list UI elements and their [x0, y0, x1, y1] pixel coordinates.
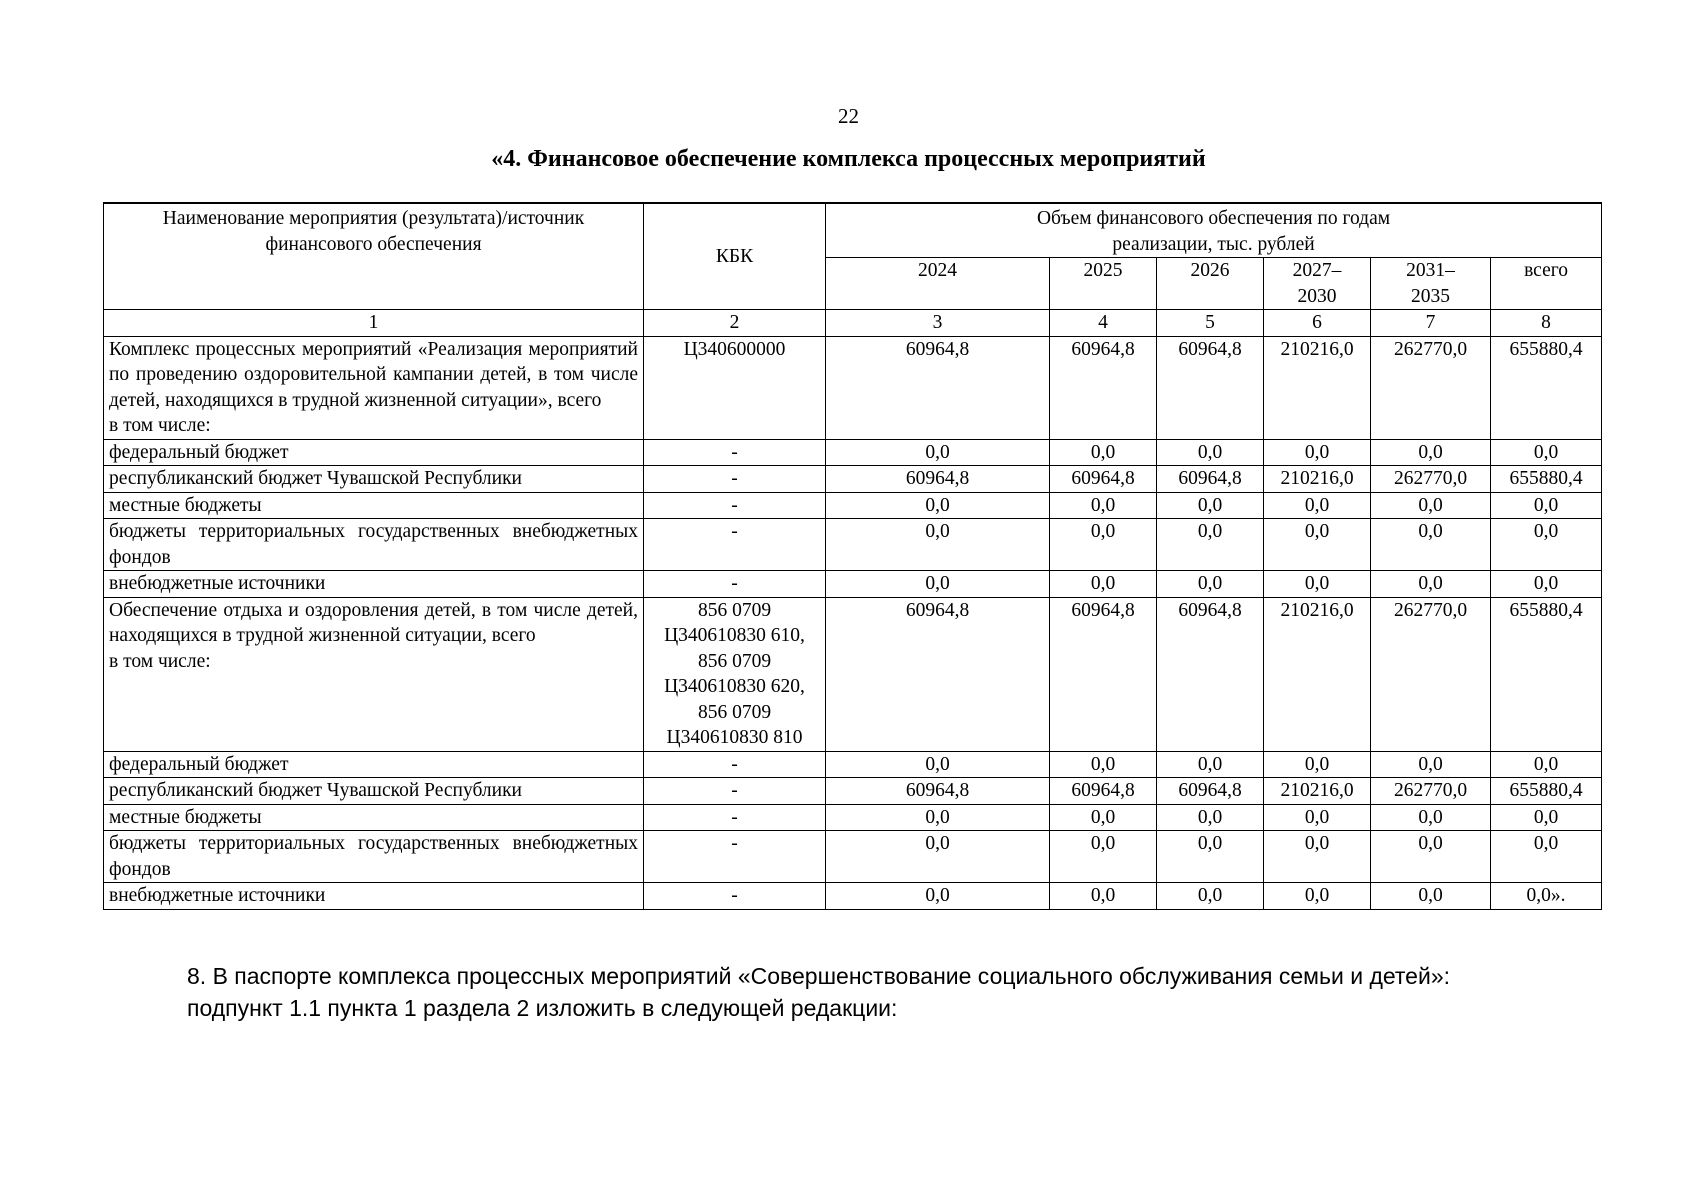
row-name-cell: федеральный бюджет — [104, 751, 644, 778]
row-value-cell: 60964,8 — [826, 466, 1050, 493]
row-value-cell: 60964,8 — [1157, 466, 1264, 493]
table-row — [104, 439, 1602, 466]
row-name-cell: Обеспечение отдыха и оздоровления детей, в том числе детей, находящихся в трудной жизненной ситуации, всего в том числе: — [104, 597, 644, 751]
paragraph: подпункт 1.1 пункта 1 раздела 2 изложить в следующей редакции: — [187, 995, 898, 1021]
row-value-cell: 0,0 — [1371, 519, 1491, 571]
row-value-cell: 0,0 — [1371, 751, 1491, 778]
row-name-cell: федеральный бюджет — [104, 439, 644, 466]
row-name-cell: местные бюджеты — [104, 492, 644, 519]
row-value-cell: 0,0 — [1264, 831, 1371, 883]
row-value-cell: 262770,0 — [1371, 778, 1491, 805]
row-kbk-cell: - — [644, 519, 826, 571]
header-total: всего — [1491, 258, 1602, 310]
page-number: 22 — [838, 104, 859, 128]
row-value-cell: 60964,8 — [826, 336, 1050, 439]
row-value-cell: 0,0 — [826, 519, 1050, 571]
row-kbk-cell: 856 0709 Ц340610830 610, 856 0709 Ц340610830 620, 856 0709 Ц340610830 810 — [644, 597, 826, 751]
row-value-cell: 0,0 — [826, 571, 1050, 598]
row-value-cell: 60964,8 — [1157, 597, 1264, 751]
row-kbk-cell: - — [644, 751, 826, 778]
table-row — [104, 751, 1602, 778]
row-value-cell: 210216,0 — [1264, 336, 1371, 439]
row-value-cell: 0,0 — [1371, 439, 1491, 466]
row-value-cell: 0,0 — [1050, 751, 1157, 778]
row-value-cell: 210216,0 — [1264, 778, 1371, 805]
row-value-cell: 0,0». — [1491, 883, 1602, 910]
header-kbk: КБК — [644, 203, 826, 310]
row-value-cell: 655880,4 — [1491, 466, 1602, 493]
table-row — [104, 466, 1602, 493]
row-name-cell: бюджеты территориальных государственных внебюджетных фондов — [104, 831, 644, 883]
row-value-cell: 0,0 — [826, 439, 1050, 466]
row-value-cell: 655880,4 — [1491, 597, 1602, 751]
row-value-cell: 0,0 — [1050, 831, 1157, 883]
row-name-cell: республиканский бюджет Чувашской Республики — [104, 778, 644, 805]
row-value-cell: 0,0 — [1371, 831, 1491, 883]
table-row — [104, 597, 1602, 751]
table-row — [104, 571, 1602, 598]
row-value-cell: 655880,4 — [1491, 778, 1602, 805]
row-value-cell: 0,0 — [1371, 571, 1491, 598]
row-value-cell: 262770,0 — [1371, 336, 1491, 439]
row-name-cell: бюджеты территориальных государственных внебюджетных фондов — [104, 519, 644, 571]
column-numbers-row — [104, 310, 1602, 337]
row-value-cell: 0,0 — [1050, 571, 1157, 598]
row-kbk-cell: Ц340600000 — [644, 336, 826, 439]
row-name-cell: внебюджетные источники — [104, 571, 644, 598]
row-value-cell: 60964,8 — [1157, 778, 1264, 805]
row-value-cell: 0,0 — [1491, 831, 1602, 883]
row-value-cell: 0,0 — [1157, 831, 1264, 883]
row-value-cell: 0,0 — [1264, 571, 1371, 598]
table-row — [104, 883, 1602, 910]
header-year: 2024 — [826, 258, 1050, 310]
table-row — [104, 831, 1602, 883]
table-row — [104, 519, 1602, 571]
row-value-cell: 0,0 — [1157, 751, 1264, 778]
column-number: 3 — [826, 310, 1050, 337]
row-value-cell: 0,0 — [1264, 751, 1371, 778]
row-value-cell: 0,0 — [1264, 519, 1371, 571]
row-value-cell: 0,0 — [1050, 804, 1157, 831]
header-name: Наименование мероприятия (результата)/источник финансового обеспечения — [104, 203, 644, 310]
financing-table — [103, 202, 1602, 910]
row-value-cell: 0,0 — [1491, 571, 1602, 598]
header-year: 2026 — [1157, 258, 1264, 310]
header-volume: Объем финансового обеспечения по годам реализации, тыс. рублей — [826, 203, 1602, 258]
column-number: 2 — [644, 310, 826, 337]
row-value-cell: 210216,0 — [1264, 466, 1371, 493]
row-value-cell: 0,0 — [1157, 571, 1264, 598]
row-kbk-cell: - — [644, 571, 826, 598]
row-value-cell: 0,0 — [1491, 492, 1602, 519]
row-value-cell: 0,0 — [1371, 804, 1491, 831]
row-value-cell: 0,0 — [1264, 883, 1371, 910]
row-value-cell: 0,0 — [1157, 519, 1264, 571]
row-value-cell: 0,0 — [1264, 804, 1371, 831]
row-value-cell: 0,0 — [826, 883, 1050, 910]
row-value-cell: 0,0 — [1491, 439, 1602, 466]
row-value-cell: 60964,8 — [826, 778, 1050, 805]
row-value-cell: 0,0 — [1264, 492, 1371, 519]
row-value-cell: 0,0 — [1491, 751, 1602, 778]
row-value-cell: 60964,8 — [1050, 778, 1157, 805]
header-year: 2025 — [1050, 258, 1157, 310]
row-kbk-cell: - — [644, 831, 826, 883]
row-value-cell: 60964,8 — [1050, 466, 1157, 493]
row-value-cell: 262770,0 — [1371, 597, 1491, 751]
section-title: «4. Финансовое обеспечение комплекса процессных мероприятий — [491, 146, 1206, 172]
column-number: 4 — [1050, 310, 1157, 337]
row-name-cell: внебюджетные источники — [104, 883, 644, 910]
row-value-cell: 0,0 — [1157, 883, 1264, 910]
row-value-cell: 655880,4 — [1491, 336, 1602, 439]
row-value-cell: 0,0 — [1157, 804, 1264, 831]
row-value-cell: 60964,8 — [1157, 336, 1264, 439]
row-value-cell: 60964,8 — [1050, 597, 1157, 751]
column-number: 6 — [1264, 310, 1371, 337]
row-value-cell: 0,0 — [1050, 492, 1157, 519]
row-value-cell: 0,0 — [1264, 439, 1371, 466]
row-kbk-cell: - — [644, 466, 826, 493]
row-value-cell: 210216,0 — [1264, 597, 1371, 751]
row-value-cell: 0,0 — [826, 751, 1050, 778]
row-value-cell: 60964,8 — [826, 597, 1050, 751]
header-year: 2027– 2030 — [1264, 258, 1371, 310]
row-value-cell: 0,0 — [1371, 883, 1491, 910]
row-kbk-cell: - — [644, 804, 826, 831]
row-value-cell: 0,0 — [826, 804, 1050, 831]
row-value-cell: 0,0 — [1050, 519, 1157, 571]
paragraph: 8. В паспорте комплекса процессных мероприятий «Совершенствование социального обслуживания семьи и детей»: — [187, 963, 1451, 989]
row-value-cell: 0,0 — [1371, 492, 1491, 519]
column-number: 7 — [1371, 310, 1491, 337]
row-value-cell: 262770,0 — [1371, 466, 1491, 493]
row-value-cell: 0,0 — [1050, 439, 1157, 466]
column-number: 8 — [1491, 310, 1602, 337]
table-row — [104, 778, 1602, 805]
table-row — [104, 804, 1602, 831]
row-kbk-cell: - — [644, 439, 826, 466]
row-value-cell: 0,0 — [826, 492, 1050, 519]
row-value-cell: 0,0 — [826, 831, 1050, 883]
column-number: 1 — [104, 310, 644, 337]
row-name-cell: местные бюджеты — [104, 804, 644, 831]
row-value-cell: 60964,8 — [1050, 336, 1157, 439]
table-row — [104, 336, 1602, 439]
header-year: 2031– 2035 — [1371, 258, 1491, 310]
row-kbk-cell: - — [644, 883, 826, 910]
row-name-cell: Комплекс процессных мероприятий «Реализация мероприятий по проведению оздоровительной кампании детей, в том числе детей, находящихся в трудной жизненной ситуации», всего в том числе: — [104, 336, 644, 439]
table-row — [104, 492, 1602, 519]
row-value-cell: 0,0 — [1157, 492, 1264, 519]
column-number: 5 — [1157, 310, 1264, 337]
row-value-cell: 0,0 — [1157, 439, 1264, 466]
row-value-cell: 0,0 — [1491, 804, 1602, 831]
row-value-cell: 0,0 — [1491, 519, 1602, 571]
row-name-cell: республиканский бюджет Чувашской Республики — [104, 466, 644, 493]
row-kbk-cell: - — [644, 778, 826, 805]
row-kbk-cell: - — [644, 492, 826, 519]
row-value-cell: 0,0 — [1050, 883, 1157, 910]
